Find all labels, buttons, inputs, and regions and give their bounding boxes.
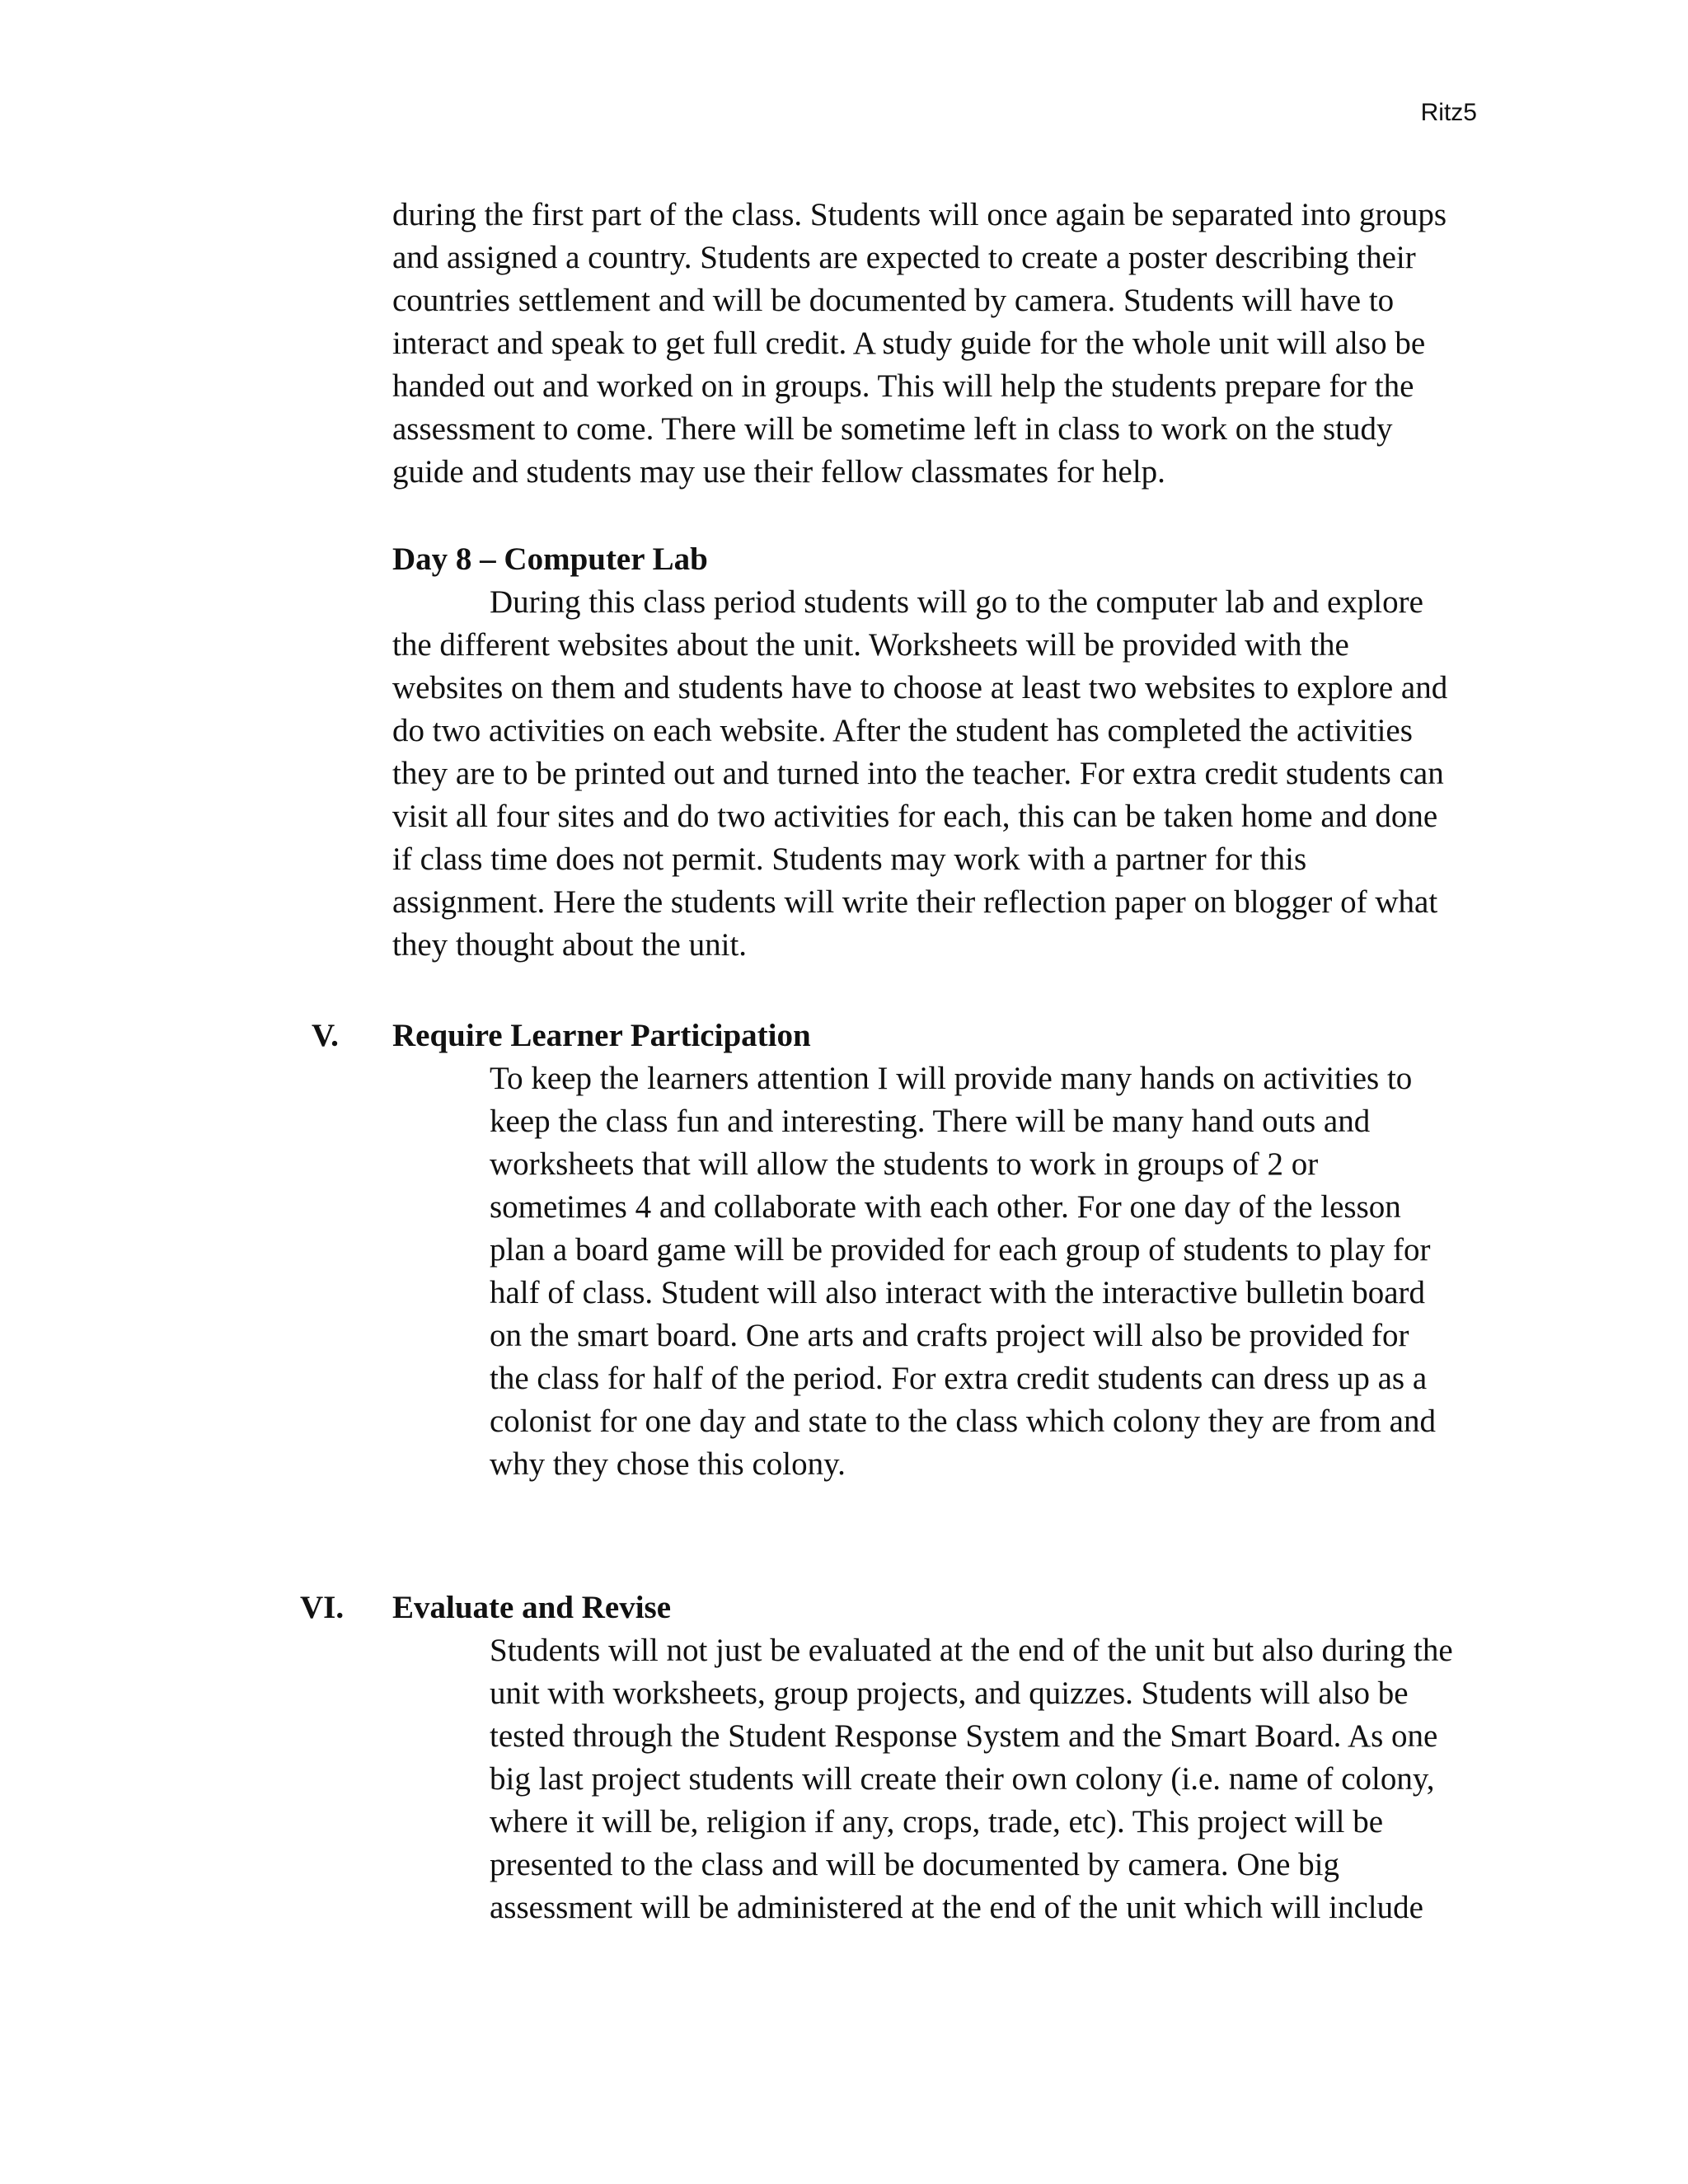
section-v-line: half of class. Student will also interact with the interactive bulletin board [490, 1275, 1426, 1310]
section-v-line: sometimes 4 and collaborate with each other. For one day of the lesson [490, 1189, 1401, 1225]
section-vi-line: presented to the class and will be documented by camera. One big [490, 1847, 1339, 1882]
section-v-line: on the smart board. One arts and crafts project will also be provided for [490, 1318, 1409, 1353]
section-v-line: the class for half of the period. For extra credit students can dress up as a [490, 1361, 1428, 1396]
day8-line: if class time does not permit. Students may work with a partner for this [392, 841, 1307, 877]
intro-line: assessment to come. There will be sometime left in class to work on the study [392, 411, 1393, 447]
section-v-line: To keep the learners attention I will provide many hands on activities to [490, 1061, 1413, 1096]
intro-line: handed out and worked on in groups. This will help the students prepare for the [392, 368, 1414, 404]
section-vi-numeral: VI. [300, 1590, 345, 1625]
section-v-line: plan a board game will be provided for each group of students to play for [490, 1232, 1431, 1268]
day8-line: they are to be printed out and turned into the teacher. For extra credit students can [392, 756, 1444, 791]
day8-line: assignment. Here the students will write their reflection paper on blogger of what [392, 884, 1438, 920]
intro-line: interact and speak to get full credit. A study guide for the whole unit will also be [392, 326, 1426, 361]
section-v-numeral: V. [312, 1018, 339, 1053]
day8-line: the different websites about the unit. Worksheets will be provided with the [392, 627, 1349, 663]
intro-line: guide and students may use their fellow classmates for help. [392, 454, 1165, 490]
day8-line: visit all four sites and do two activities for each, this can be taken home and done [392, 799, 1438, 834]
day8-line: websites on them and students have to choose at least two websites to explore and [392, 670, 1448, 705]
section-v-line: worksheets that will allow the students to work in groups of 2 or [490, 1146, 1319, 1182]
section-vi-line: assessment will be administered at the end of the unit which will include [490, 1890, 1423, 1925]
day8-line: During this class period students will go to the computer lab and explore [490, 584, 1423, 620]
section-vi-line: Students will not just be evaluated at the end of the unit but also during the [490, 1633, 1453, 1668]
day8-line: they thought about the unit. [392, 927, 748, 963]
intro-line: and assigned a country. Students are expected to create a poster describing their [392, 240, 1416, 275]
intro-line: during the first part of the class. Students will once again be separated into groups [392, 197, 1447, 232]
day8-heading: Day 8 – Computer Lab [392, 541, 708, 577]
section-vi-line: unit with worksheets, group projects, and quizzes. Students will also be [490, 1675, 1409, 1711]
section-v-line: colonist for one day and state to the class which colony they are from and [490, 1404, 1436, 1439]
section-vi-heading: Evaluate and Revise [392, 1590, 672, 1625]
section-vi-line: big last project students will create their own colony (i.e. name of colony, [490, 1761, 1435, 1797]
section-vi-line: where it will be, religion if any, crops, trade, etc). This project will be [490, 1804, 1384, 1840]
section-v-line: why they chose this colony. [490, 1446, 846, 1482]
section-v-line: keep the class fun and interesting. There will be many hand outs and [490, 1104, 1371, 1139]
section-vi-line: tested through the Student Response System and the Smart Board. As one [490, 1718, 1438, 1754]
page-header: Ritz5 [1420, 99, 1477, 126]
section-v-heading: Require Learner Participation [392, 1018, 811, 1053]
day8-line: do two activities on each website. After the student has completed the activities [392, 713, 1413, 748]
intro-line: countries settlement and will be documented by camera. Students will have to [392, 283, 1395, 318]
